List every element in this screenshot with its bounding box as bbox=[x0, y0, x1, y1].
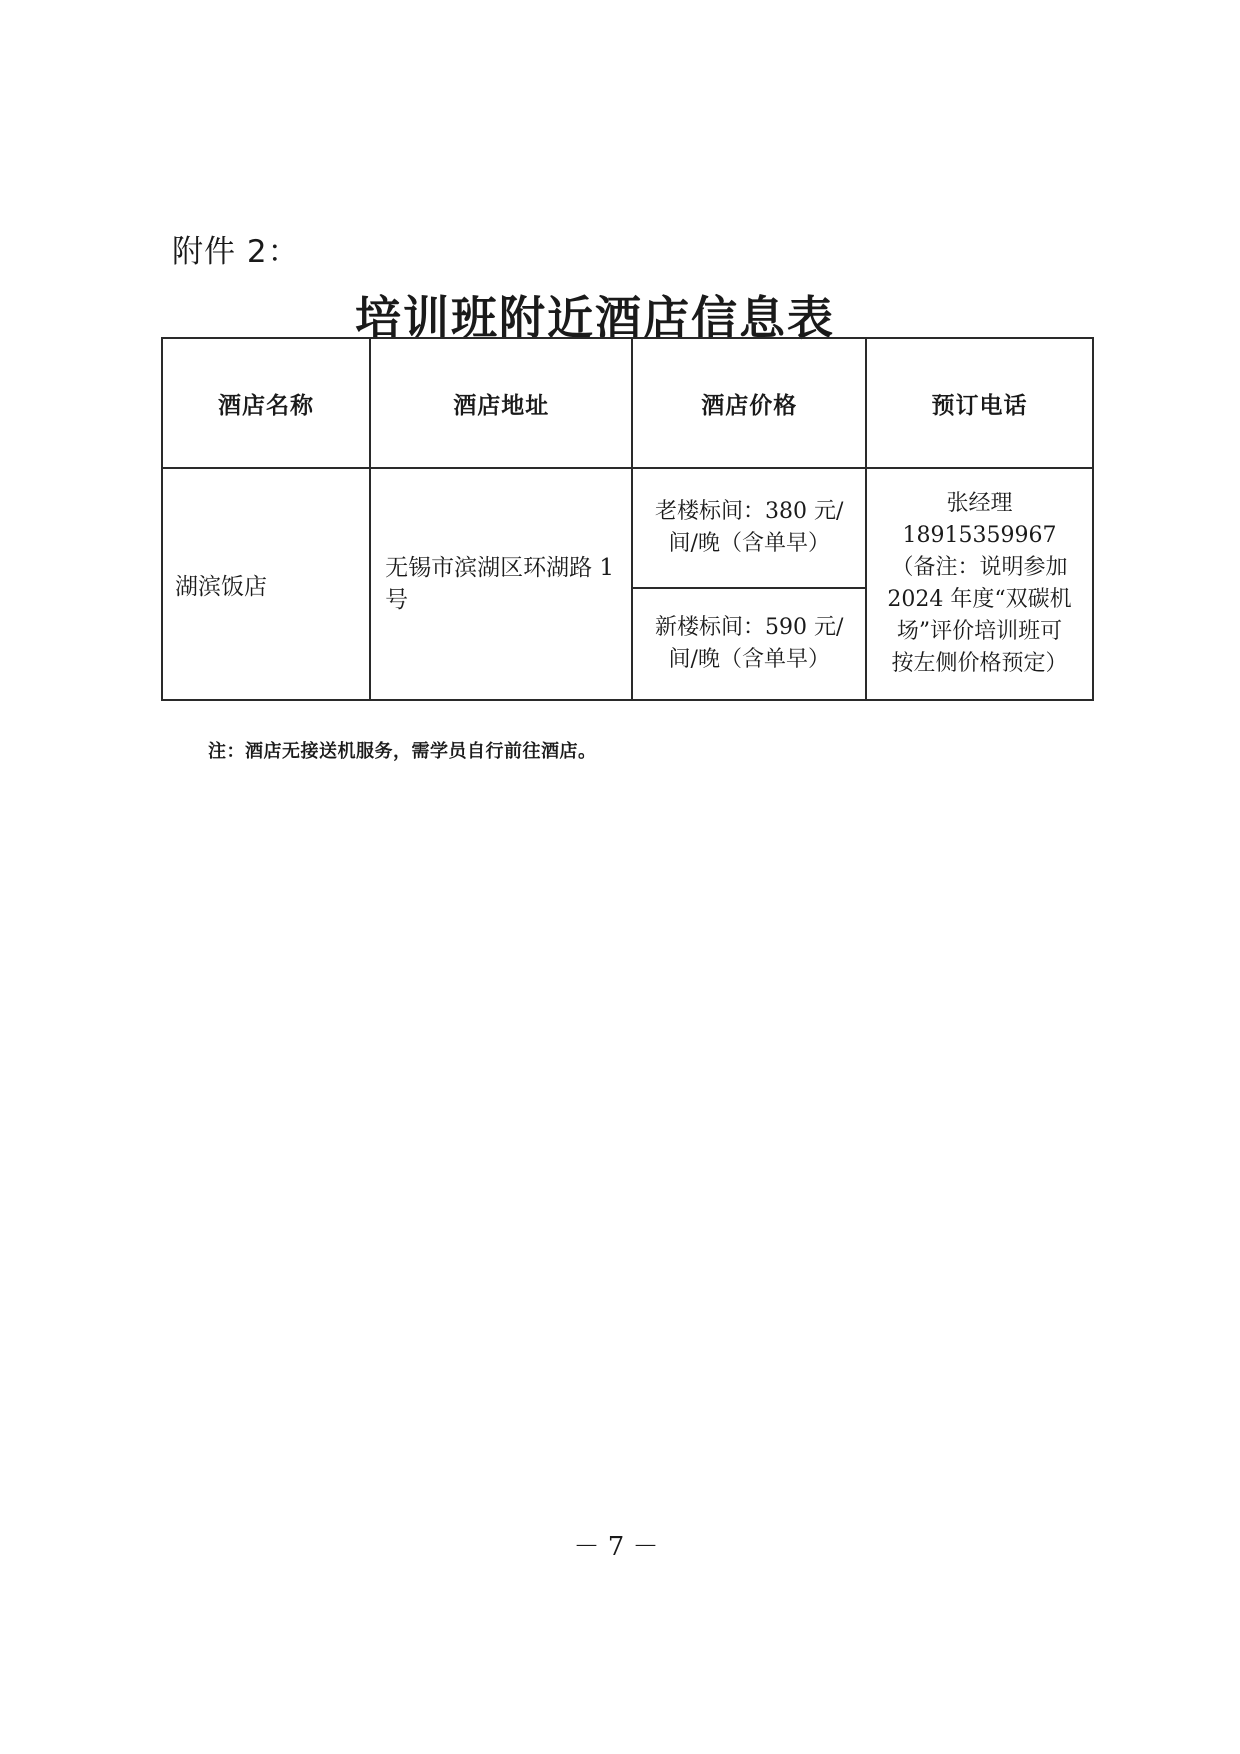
hotel-info-table bbox=[161, 337, 1094, 701]
header-booking-phone: 预订电话 bbox=[866, 338, 1093, 468]
hotel-address-cell bbox=[370, 468, 632, 700]
contact-line: （备注：说明参加 bbox=[891, 555, 1068, 580]
contact-phone: 18915359967 bbox=[902, 523, 1057, 548]
price-old-building-cell bbox=[632, 468, 866, 588]
price-line: 新楼标间：590 元/ bbox=[655, 615, 844, 640]
address-line: 号 bbox=[385, 587, 409, 613]
table-header-row bbox=[162, 338, 1093, 468]
table-note: 注：酒店无接送机服务，需学员自行前往酒店。 bbox=[208, 741, 597, 762]
contact-line: 2024 年度“双碳机 bbox=[887, 587, 1072, 612]
price-line: 老楼标间：380 元/ bbox=[655, 499, 844, 524]
page-title: 培训班附近酒店信息表 bbox=[355, 291, 835, 345]
page-number: － 7 － bbox=[573, 1532, 659, 1562]
attachment-label: 附件 2： bbox=[172, 234, 300, 270]
address-line: 无锡市滨湖区环湖路 1 bbox=[385, 555, 615, 581]
booking-contact-cell bbox=[866, 468, 1093, 700]
price-new-building-cell bbox=[632, 588, 866, 700]
header-hotel-address: 酒店地址 bbox=[370, 338, 632, 468]
header-hotel-name: 酒店名称 bbox=[162, 338, 370, 468]
price-line: 间/晚（含单早） bbox=[668, 531, 830, 556]
hotel-name-cell: 湖滨饭店 bbox=[162, 468, 370, 700]
contact-line: 张经理 bbox=[946, 491, 1013, 516]
table-row bbox=[162, 468, 1093, 588]
contact-line: 按左侧价格预定） bbox=[891, 651, 1068, 676]
price-line: 间/晚（含单早） bbox=[668, 647, 830, 672]
header-hotel-price: 酒店价格 bbox=[632, 338, 866, 468]
contact-line: 场”评价培训班可 bbox=[896, 619, 1063, 644]
